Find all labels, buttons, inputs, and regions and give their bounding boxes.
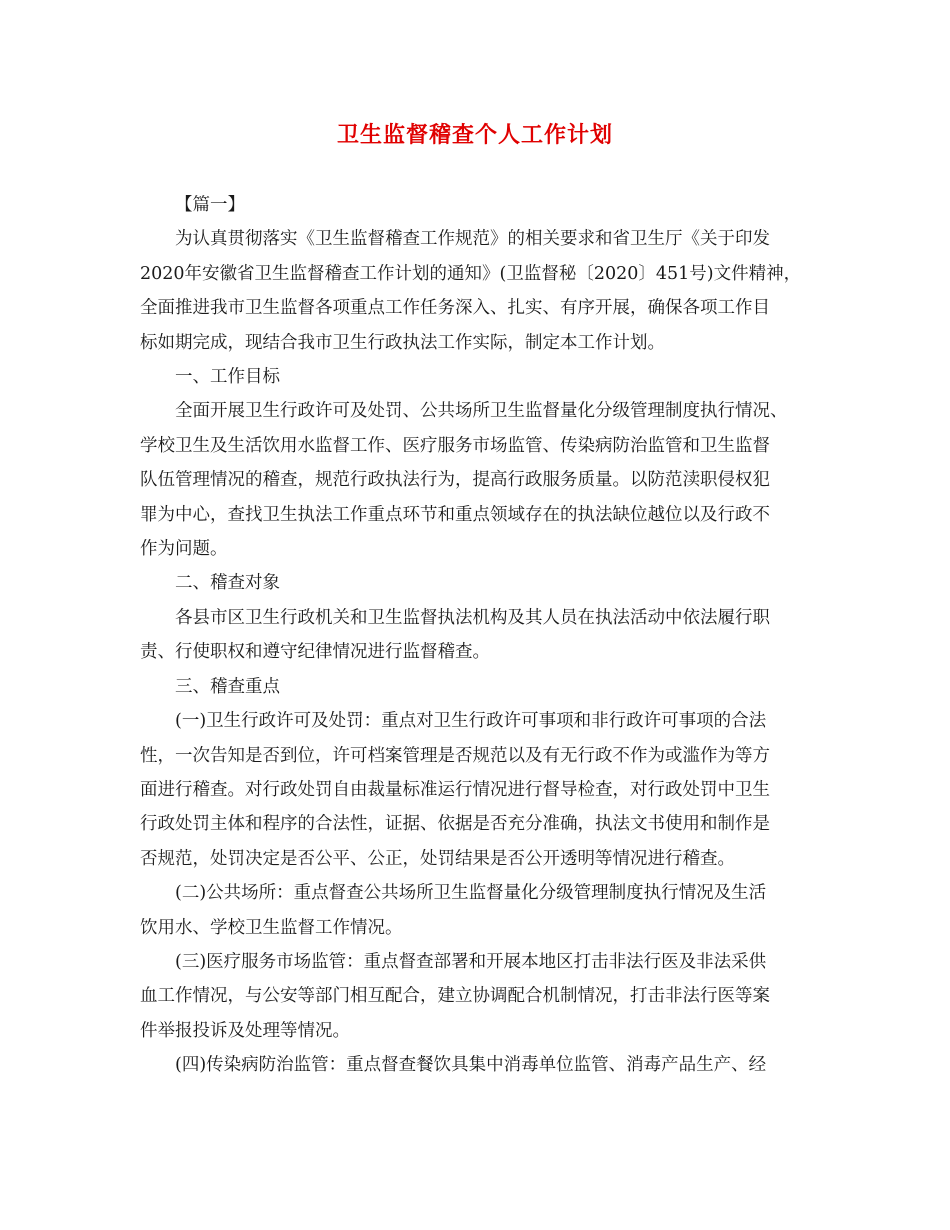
text-line: 二、稽查对象	[175, 573, 280, 594]
document-body	[140, 188, 814, 1083]
paragraph	[140, 360, 814, 394]
text-line: 行政处罚主体和程序的合法性，证据、依据是否充分准确，执法文书使用和制作是	[140, 814, 770, 835]
text-line: 作为问题。	[140, 539, 228, 560]
text-line: 全面推进我市卫生监督各项重点工作任务深入、扎实、有序开展，确保各项工作目	[140, 298, 770, 319]
text-line: (三)医疗服务市场监管：重点督查部署和开展本地区打击非法行医及非法采供	[175, 951, 767, 972]
paragraph	[140, 601, 814, 670]
text-line: 标如期完成，现结合我市卫生行政执法工作实际，制定本工作计划。	[140, 332, 665, 353]
text-line: 学校卫生及生活饮用水监督工作、医疗服务市场监管、传染病防治监管和卫生监督	[140, 435, 770, 456]
paragraph	[140, 222, 814, 360]
text-line: 面进行稽查。对行政处罚自由裁量标准运行情况进行督导检查，对行政处罚中卫生	[140, 779, 770, 800]
text-line: 性，一次告知是否到位，许可档案管理是否规范以及有无行政不作为或滥作为等方	[140, 745, 770, 766]
paragraph	[140, 1048, 814, 1082]
document-title: 卫生监督稽查个人工作计划	[336, 122, 613, 148]
section-label: 【篇一】	[175, 195, 245, 215]
text-line: 全面开展卫生行政许可及处罚、公共场所卫生监督量化分级管理制度执行情况、	[175, 401, 788, 422]
text-line: 三、稽查重点	[175, 676, 280, 697]
text-line: 血工作情况，与公安等部门相互配合，建立协调配合机制情况，打击非法行医等案	[140, 986, 770, 1007]
paragraph	[140, 394, 814, 566]
paragraph	[140, 945, 814, 1048]
text-line: 队伍管理情况的稽查，规范行政执法行为，提高行政服务质量。以防范渎职侵权犯	[140, 470, 770, 491]
paragraph	[140, 670, 814, 704]
text-line: (二)公共场所：重点督查公共场所卫生监督量化分级管理制度执行情况及生活	[175, 883, 767, 904]
text-line: 一、工作目标	[175, 367, 280, 388]
text-line: (四)传染病防治监管：重点督查餐饮具集中消毒单位监管、消毒产品生产、经	[175, 1055, 767, 1076]
text-line: 罪为中心，查找卫生执法工作重点环节和重点领域存在的执法缺位越位以及行政不	[140, 504, 770, 525]
text-line: 各县市区卫生行政机关和卫生监督执法机构及其人员在执法活动中依法履行职	[175, 607, 770, 628]
text-line: 2020年安徽省卫生监督稽查工作计划的通知》(卫监督秘〔2020〕451号)文件精神，	[140, 263, 802, 284]
text-line: 责、行使职权和遵守纪律情况进行监督稽查。	[140, 642, 490, 663]
text-line: 否规范，处罚决定是否公平、公正，处罚结果是否公开透明等情况进行稽查。	[140, 848, 735, 869]
paragraph	[140, 566, 814, 600]
paragraph	[140, 876, 814, 945]
paragraph	[140, 704, 814, 876]
text-line: 饮用水、学校卫生监督工作情况。	[140, 917, 403, 938]
text-line: 为认真贯彻落实《卫生监督稽查工作规范》的相关要求和省卫生厅《关于印发	[175, 229, 770, 250]
text-line: (一)卫生行政许可及处罚：重点对卫生行政许可事项和非行政许可事项的合法	[175, 711, 767, 732]
text-line: 件举报投诉及处理等情况。	[140, 1020, 350, 1041]
